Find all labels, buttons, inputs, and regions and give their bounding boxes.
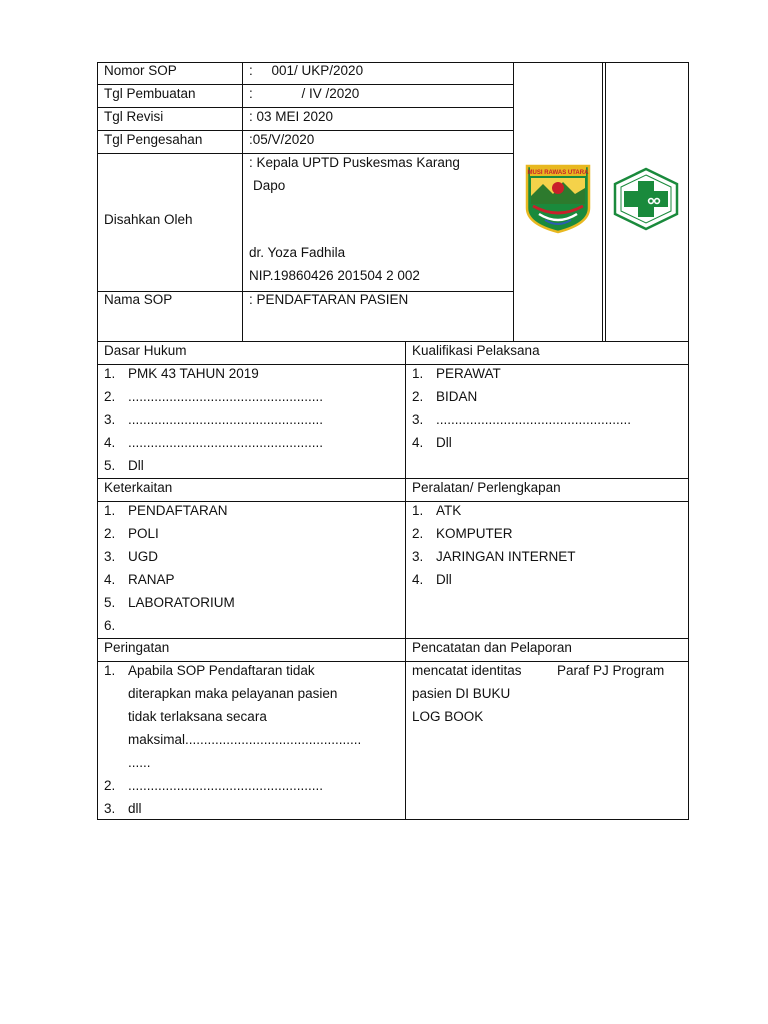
keterkaitan-item-text: LABORATORIUM (128, 595, 235, 610)
keterkaitan-item-num: 6. (104, 618, 116, 633)
tgl-pembuatan-value: : / IV /2020 (249, 86, 360, 101)
nomor-sop-label: Nomor SOP (104, 63, 177, 78)
nama-sop-label: Nama SOP (104, 292, 173, 307)
keterkaitan-item-num: 4. (104, 572, 116, 587)
peralatan-item-num: 1. (412, 503, 424, 518)
section-line (97, 661, 689, 662)
tgl-pengesahan-value: :05/V/2020 (249, 132, 315, 147)
peralatan-item-text: ATK (436, 503, 462, 518)
peralatan-title: Peralatan/ Perlengkapan (412, 480, 561, 495)
tgl-pembuatan-label: Tgl Pembuatan (104, 86, 196, 101)
dasar-hukum-item-text: Dll (128, 458, 144, 473)
section-line (97, 478, 689, 479)
peringatan-title: Peringatan (104, 640, 170, 655)
header-row-line (97, 84, 513, 85)
tgl-revisi-value: : 03 MEI 2020 (249, 109, 334, 124)
regency-banner-text: MUSI RAWAS UTARA (527, 170, 589, 176)
disahkan-nip: NIP.19860426 201504 2 002 (249, 268, 420, 283)
dasar-hukum-item-num: 5. (104, 458, 116, 473)
dasar-hukum-item-text: .................................................... (128, 435, 324, 450)
section-line (97, 501, 689, 502)
tgl-revisi-label: Tgl Revisi (104, 109, 164, 124)
peralatan-item-num: 4. (412, 572, 424, 587)
pencatatan-line: mencatat identitas (412, 663, 522, 678)
peringatan-item-num: 2. (104, 778, 116, 793)
dasar-hukum-title: Dasar Hukum (104, 343, 187, 358)
header-logo-divider-2 (602, 62, 603, 341)
nomor-sop-value: : 001/ UKP/2020 (249, 63, 364, 78)
peralatan-item-text: JARINGAN INTERNET (436, 549, 576, 564)
header-row-line (97, 107, 513, 108)
pencatatan-line: LOG BOOK (412, 709, 484, 724)
kualifikasi-pelaksana-item-num: 4. (412, 435, 424, 450)
kualifikasi-pelaksana-item-num: 1. (412, 366, 424, 381)
section-line (97, 341, 689, 342)
regency-emblem-icon (525, 164, 591, 234)
peralatan-item-text: Dll (436, 572, 452, 587)
dasar-hukum-item-num: 3. (104, 412, 116, 427)
border-right (688, 62, 689, 820)
pencatatan-paraf: Paraf PJ Program (557, 663, 665, 678)
peringatan-line: Apabila SOP Pendaftaran tidak (128, 663, 315, 678)
disahkan-line2: Dapo (253, 178, 286, 193)
header-col-divider (242, 62, 243, 341)
section-line (97, 364, 689, 365)
section-line (97, 638, 689, 639)
puskesmas-cross-icon (611, 166, 681, 232)
keterkaitan-item-text: UGD (128, 549, 158, 564)
disahkan-name: dr. Yoza Fadhila (249, 245, 346, 260)
keterkaitan-item-num: 1. (104, 503, 116, 518)
dasar-hukum-item-text: .................................................... (128, 389, 324, 404)
nama-sop-value: : PENDAFTARAN PASIEN (249, 292, 409, 307)
dasar-hukum-item-num: 4. (104, 435, 116, 450)
peringatan-line: diterapkan maka pelayanan pasien (128, 686, 338, 701)
keterkaitan-item-text: POLI (128, 526, 159, 541)
kualifikasi-pelaksana-title: Kualifikasi Pelaksana (412, 343, 540, 358)
peralatan-item-num: 2. (412, 526, 424, 541)
peringatan-line: maksimal............................................... (128, 732, 362, 747)
body-col-divider (405, 341, 406, 819)
keterkaitan-item-num: 3. (104, 549, 116, 564)
tgl-pengesahan-label: Tgl Pengesahan (104, 132, 203, 147)
header-row-line (97, 153, 513, 154)
kualifikasi-pelaksana-item-num: 2. (412, 389, 424, 404)
dasar-hukum-item-num: 2. (104, 389, 116, 404)
keterkaitan-item-num: 2. (104, 526, 116, 541)
dasar-hukum-item-num: 1. (104, 366, 116, 381)
kualifikasi-pelaksana-item-num: 3. (412, 412, 424, 427)
kualifikasi-pelaksana-item-text: PERAWAT (436, 366, 501, 381)
peringatan-item-text: dll (128, 801, 142, 816)
dasar-hukum-item-text: .................................................... (128, 412, 324, 427)
border-top (97, 62, 689, 63)
border-bottom (97, 819, 689, 820)
disahkan-line1: : Kepala UPTD Puskesmas Karang (249, 155, 460, 170)
peringatan-item-text: .................................................... (128, 778, 324, 793)
kualifikasi-pelaksana-item-text: .................................................... (436, 412, 632, 427)
peringatan-line: tidak terlaksana secara (128, 709, 267, 724)
header-logo-divider-3 (605, 62, 606, 341)
header-logo-divider-1 (513, 62, 514, 341)
keterkaitan-item-text: PENDAFTARAN (128, 503, 228, 518)
keterkaitan-item-num: 5. (104, 595, 116, 610)
peralatan-item-text: KOMPUTER (436, 526, 513, 541)
peringatan-item-num: 1. (104, 663, 116, 678)
peringatan-line: ...... (128, 755, 151, 770)
pencatatan-title: Pencatatan dan Pelaporan (412, 640, 572, 655)
border-left (97, 62, 98, 820)
disahkan-label: Disahkan Oleh (104, 212, 193, 227)
kualifikasi-pelaksana-item-text: BIDAN (436, 389, 478, 404)
kualifikasi-pelaksana-item-text: Dll (436, 435, 452, 450)
peringatan-item-num: 3. (104, 801, 116, 816)
header-row-line (97, 130, 513, 131)
dasar-hukum-item-text: PMK 43 TAHUN 2019 (128, 366, 259, 381)
keterkaitan-item-text: RANAP (128, 572, 175, 587)
peralatan-item-num: 3. (412, 549, 424, 564)
pencatatan-line: pasien DI BUKU (412, 686, 511, 701)
keterkaitan-title: Keterkaitan (104, 480, 173, 495)
